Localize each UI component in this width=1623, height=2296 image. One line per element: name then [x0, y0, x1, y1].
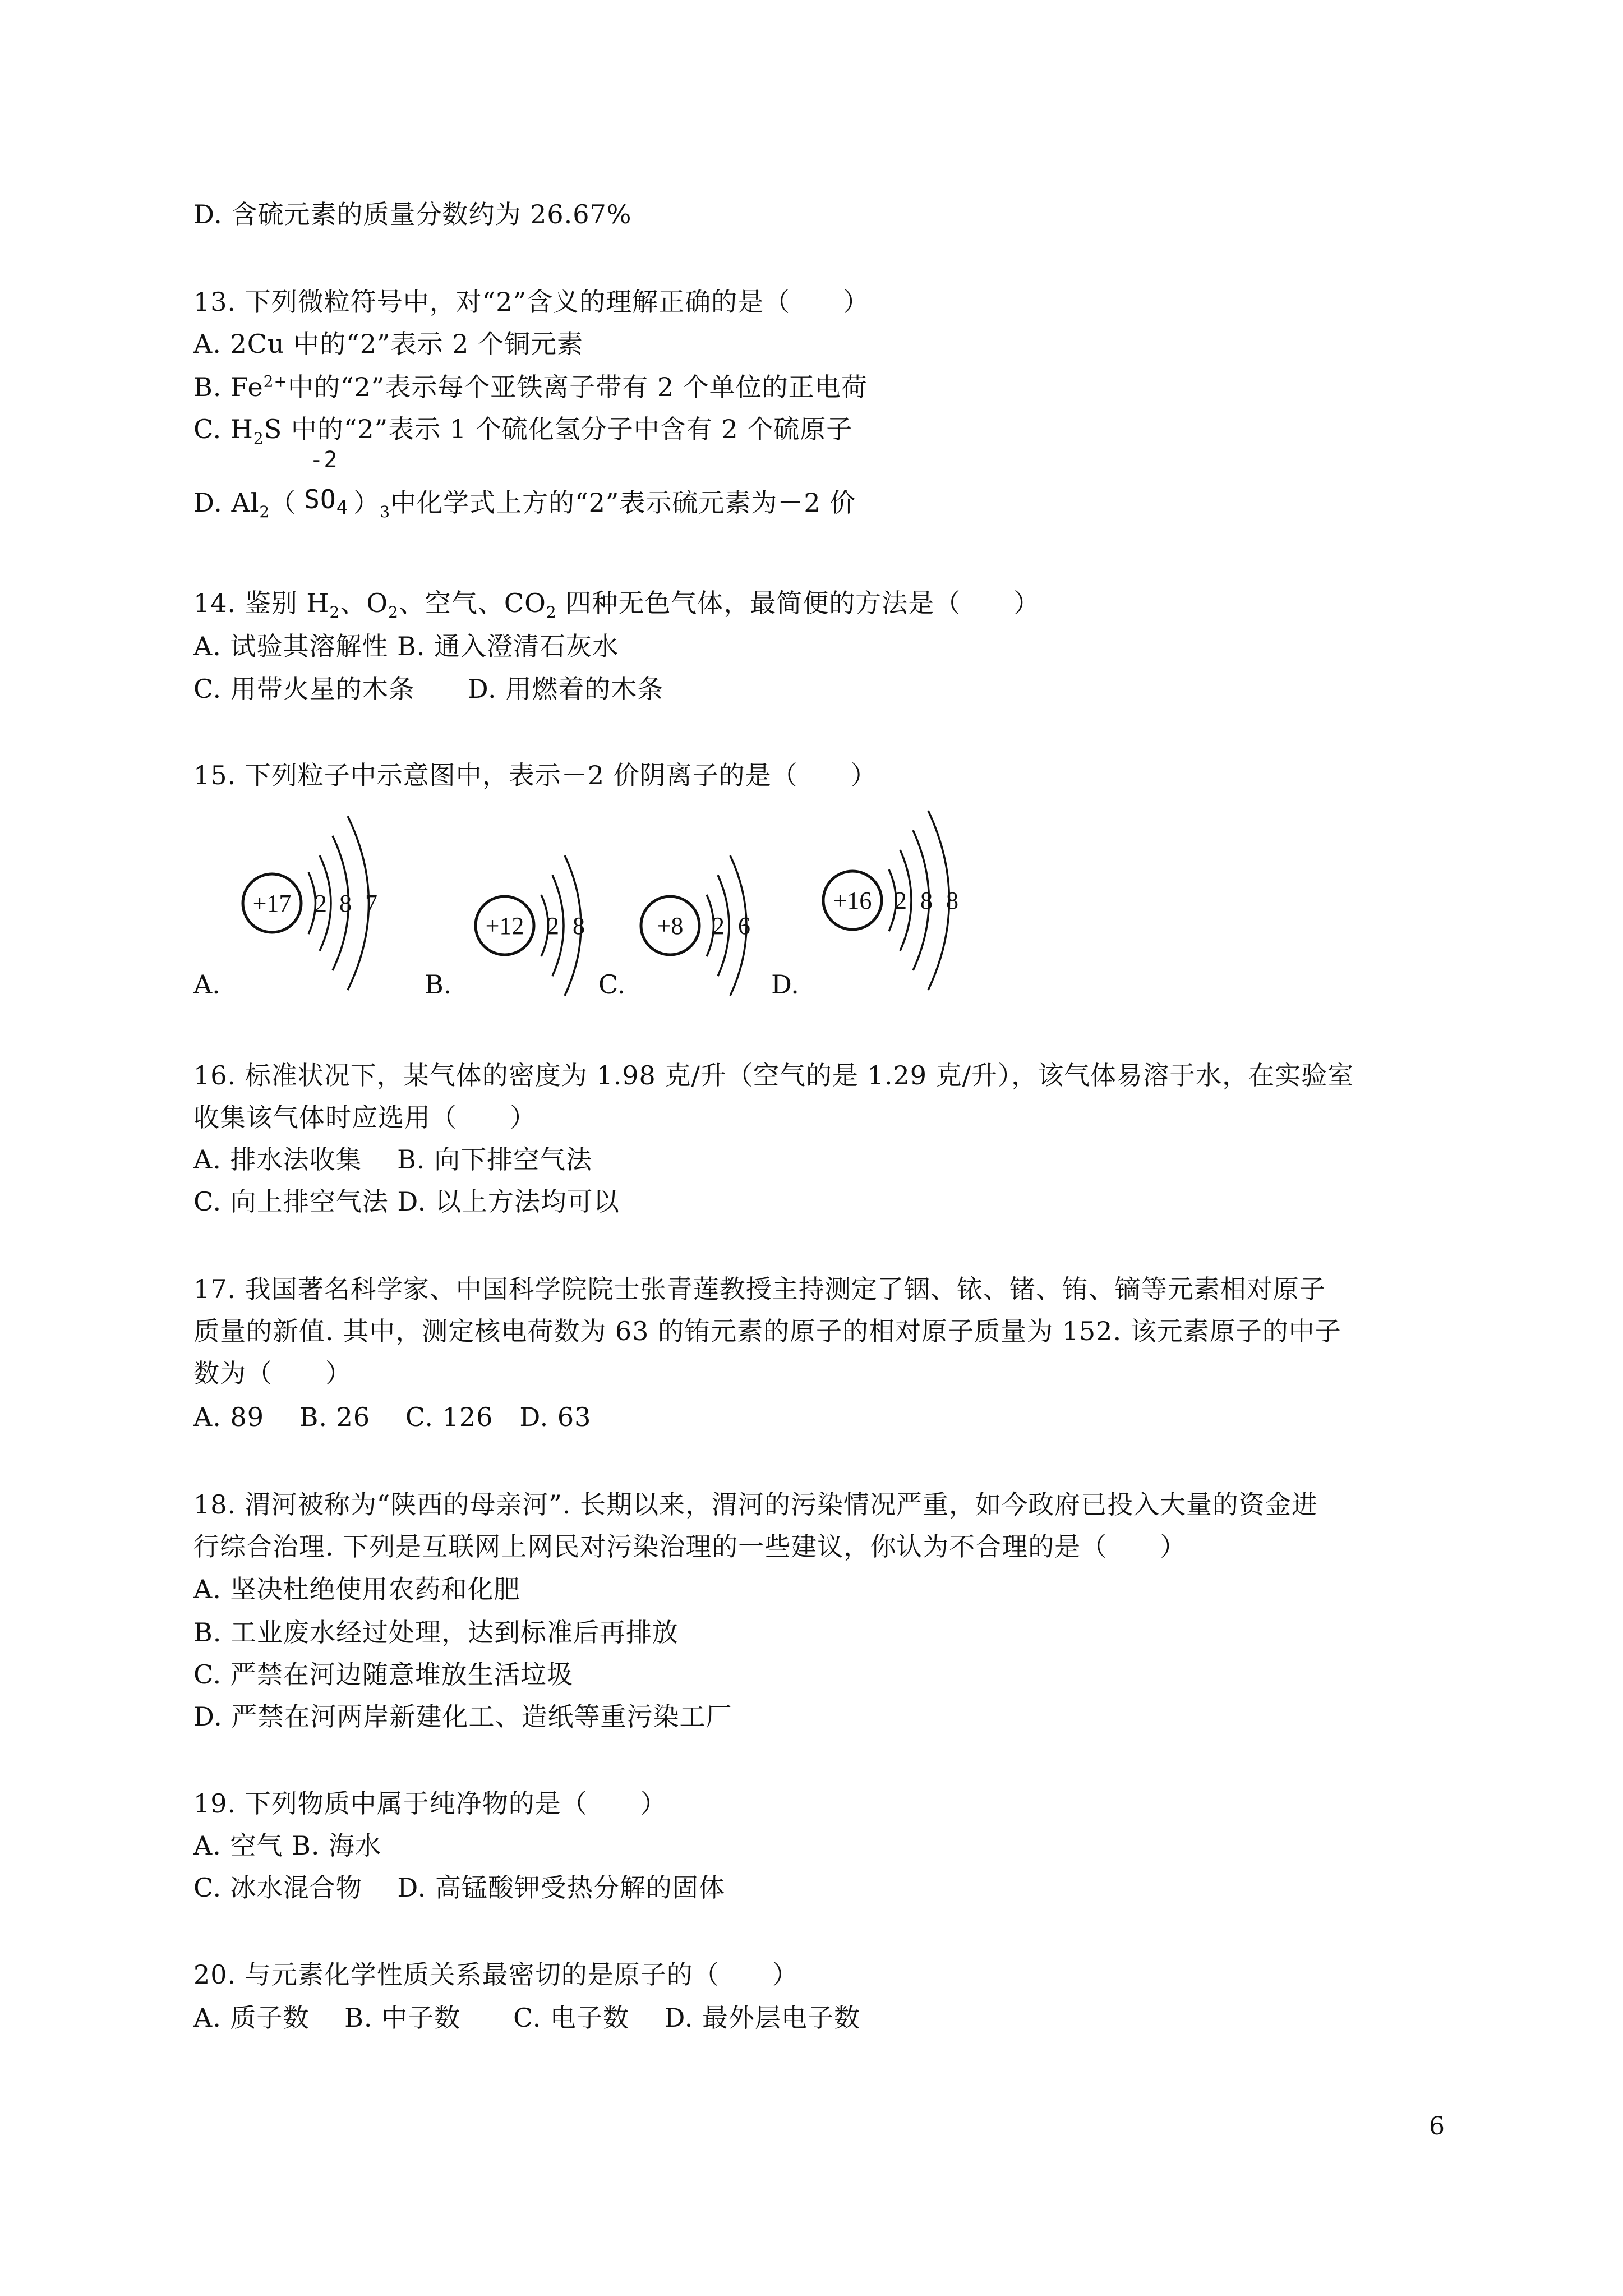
q14-options-line1: A. 试验其溶解性 B. 通入澄清石灰水: [193, 631, 619, 661]
nucleus-label: +16: [833, 887, 872, 914]
q13-option-d: D. $Al_2$（ -2 $SO_4$ ）$_3$中化学式上方的“2”表示硫元素为－2 价: [193, 447, 856, 522]
atom-diagram-c: [641, 855, 750, 996]
nucleus-label: +8: [657, 912, 684, 940]
shell-count: 2: [895, 887, 907, 914]
shell-count: 8: [573, 912, 585, 940]
q12-option-d: D. 含硫元素的质量分数约为 26.67%: [193, 199, 632, 229]
shell-count: 8: [920, 887, 933, 914]
nucleus-label: +17: [252, 890, 292, 917]
q18-option-c: C. 严禁在河边随意堆放生活垃圾: [193, 1659, 573, 1690]
q18-stem-line2: 行综合治理. 下列是互联网上网民对污染治理的一些建议，你认为不合理的是（ ）: [193, 1531, 1187, 1562]
q17-stem-line3: 数为（ ）: [193, 1358, 352, 1388]
q14-options-line2: C. 用带火星的木条 D. 用燃着的木条: [193, 674, 664, 704]
atom-diagram-d: [823, 811, 958, 990]
shell-count: 2: [547, 912, 559, 940]
q15-label-d: D.: [771, 969, 799, 1000]
shell-count: 7: [365, 890, 377, 917]
q14-stem: 14. 鉴别 $H_2$、$O_2$、空气、$CO_2$ 四种无色气体，最简便的方法是（ ）: [193, 588, 1040, 622]
shell-count: 2: [712, 912, 725, 940]
q17-stem-line2: 质量的新值. 其中，测定核电荷数为 63 的铕元素的原子的相对原子质量为 152. 该元素原子的中子: [193, 1316, 1341, 1346]
q13-stem: 13. 下列微粒符号中，对“2”含义的理解正确的是（ ）: [193, 287, 870, 317]
q18-option-d: D. 严禁在河两岸新建化工、造纸等重污染工厂: [193, 1701, 732, 1732]
q13-option-c: C. $H_2S$ 中的“2”表示 1 个硫化氢分子中含有 2 个硫原子: [193, 414, 853, 448]
q16-options-line2: C. 向上排空气法 D. 以上方法均可以: [193, 1186, 620, 1217]
q18-stem-line1: 18. 渭河被称为“陕西的母亲河”. 长期以来，渭河的污染情况严重，如今政府已投入大量的资金进: [193, 1489, 1318, 1520]
shell-count: 8: [339, 890, 352, 917]
q16-stem-line2: 收集该气体时应选用（ ）: [193, 1102, 536, 1133]
q20-stem: 20. 与元素化学性质关系最密切的是原子的（ ）: [193, 1959, 799, 1990]
shell-count: 8: [946, 887, 958, 914]
q13-option-b: B. $Fe^{2+}$中的“2”表示每个亚铁离子带有 2 个单位的正电荷: [193, 372, 868, 402]
atom-diagram-b: [476, 855, 585, 996]
q16-options-line1: A. 排水法收集 B. 向下排空气法: [193, 1144, 593, 1175]
q15-label-b: B.: [425, 969, 452, 1000]
q16-stem-line1: 16. 标准状况下，某气体的密度为 1.98 克/升（空气的是 1.29 克/升），该气体易溶于水，在实验室: [193, 1060, 1354, 1091]
q17-stem-line1: 17. 我国著名科学家、中国科学院院士张青莲教授主持测定了铟、铱、锗、铕、镝等元素相对原子: [193, 1274, 1326, 1304]
q20-options: A. 质子数 B. 中子数 C. 电子数 D. 最外层电子数: [193, 2003, 861, 2033]
nucleus-label: +12: [485, 912, 524, 940]
q15-diagram-row: [193, 808, 1035, 1021]
q13-option-a: A. 2Cu 中的“2”表示 2 个铜元素: [193, 329, 583, 359]
q19-options-line1: A. 空气 B. 海水: [193, 1830, 382, 1861]
valence-formula: -2 $SO_4$: [304, 447, 349, 519]
q19-stem: 19. 下列物质中属于纯净物的是（ ）: [193, 1788, 667, 1819]
q18-option-a: A. 坚决杜绝使用农药和化肥: [193, 1574, 520, 1604]
shell-count: 2: [315, 890, 327, 917]
q17-options: A. 89 B. 26 C. 126 D. 63: [193, 1402, 592, 1432]
q15-stem: 15. 下列粒子中示意图中，表示－2 价阴离子的是（ ）: [193, 760, 877, 790]
q15-label-a: A.: [193, 969, 220, 1000]
q18-option-b: B. 工业废水经过处理，达到标准后再排放: [193, 1617, 679, 1648]
q19-options-line2: C. 冰水混合物 D. 高锰酸钾受热分解的固体: [193, 1872, 725, 1903]
q15-label-c: C.: [598, 969, 626, 1000]
shell-count: 6: [738, 912, 750, 940]
atom-diagram-a: [243, 816, 377, 990]
page-number: 6: [1429, 2112, 1445, 2141]
